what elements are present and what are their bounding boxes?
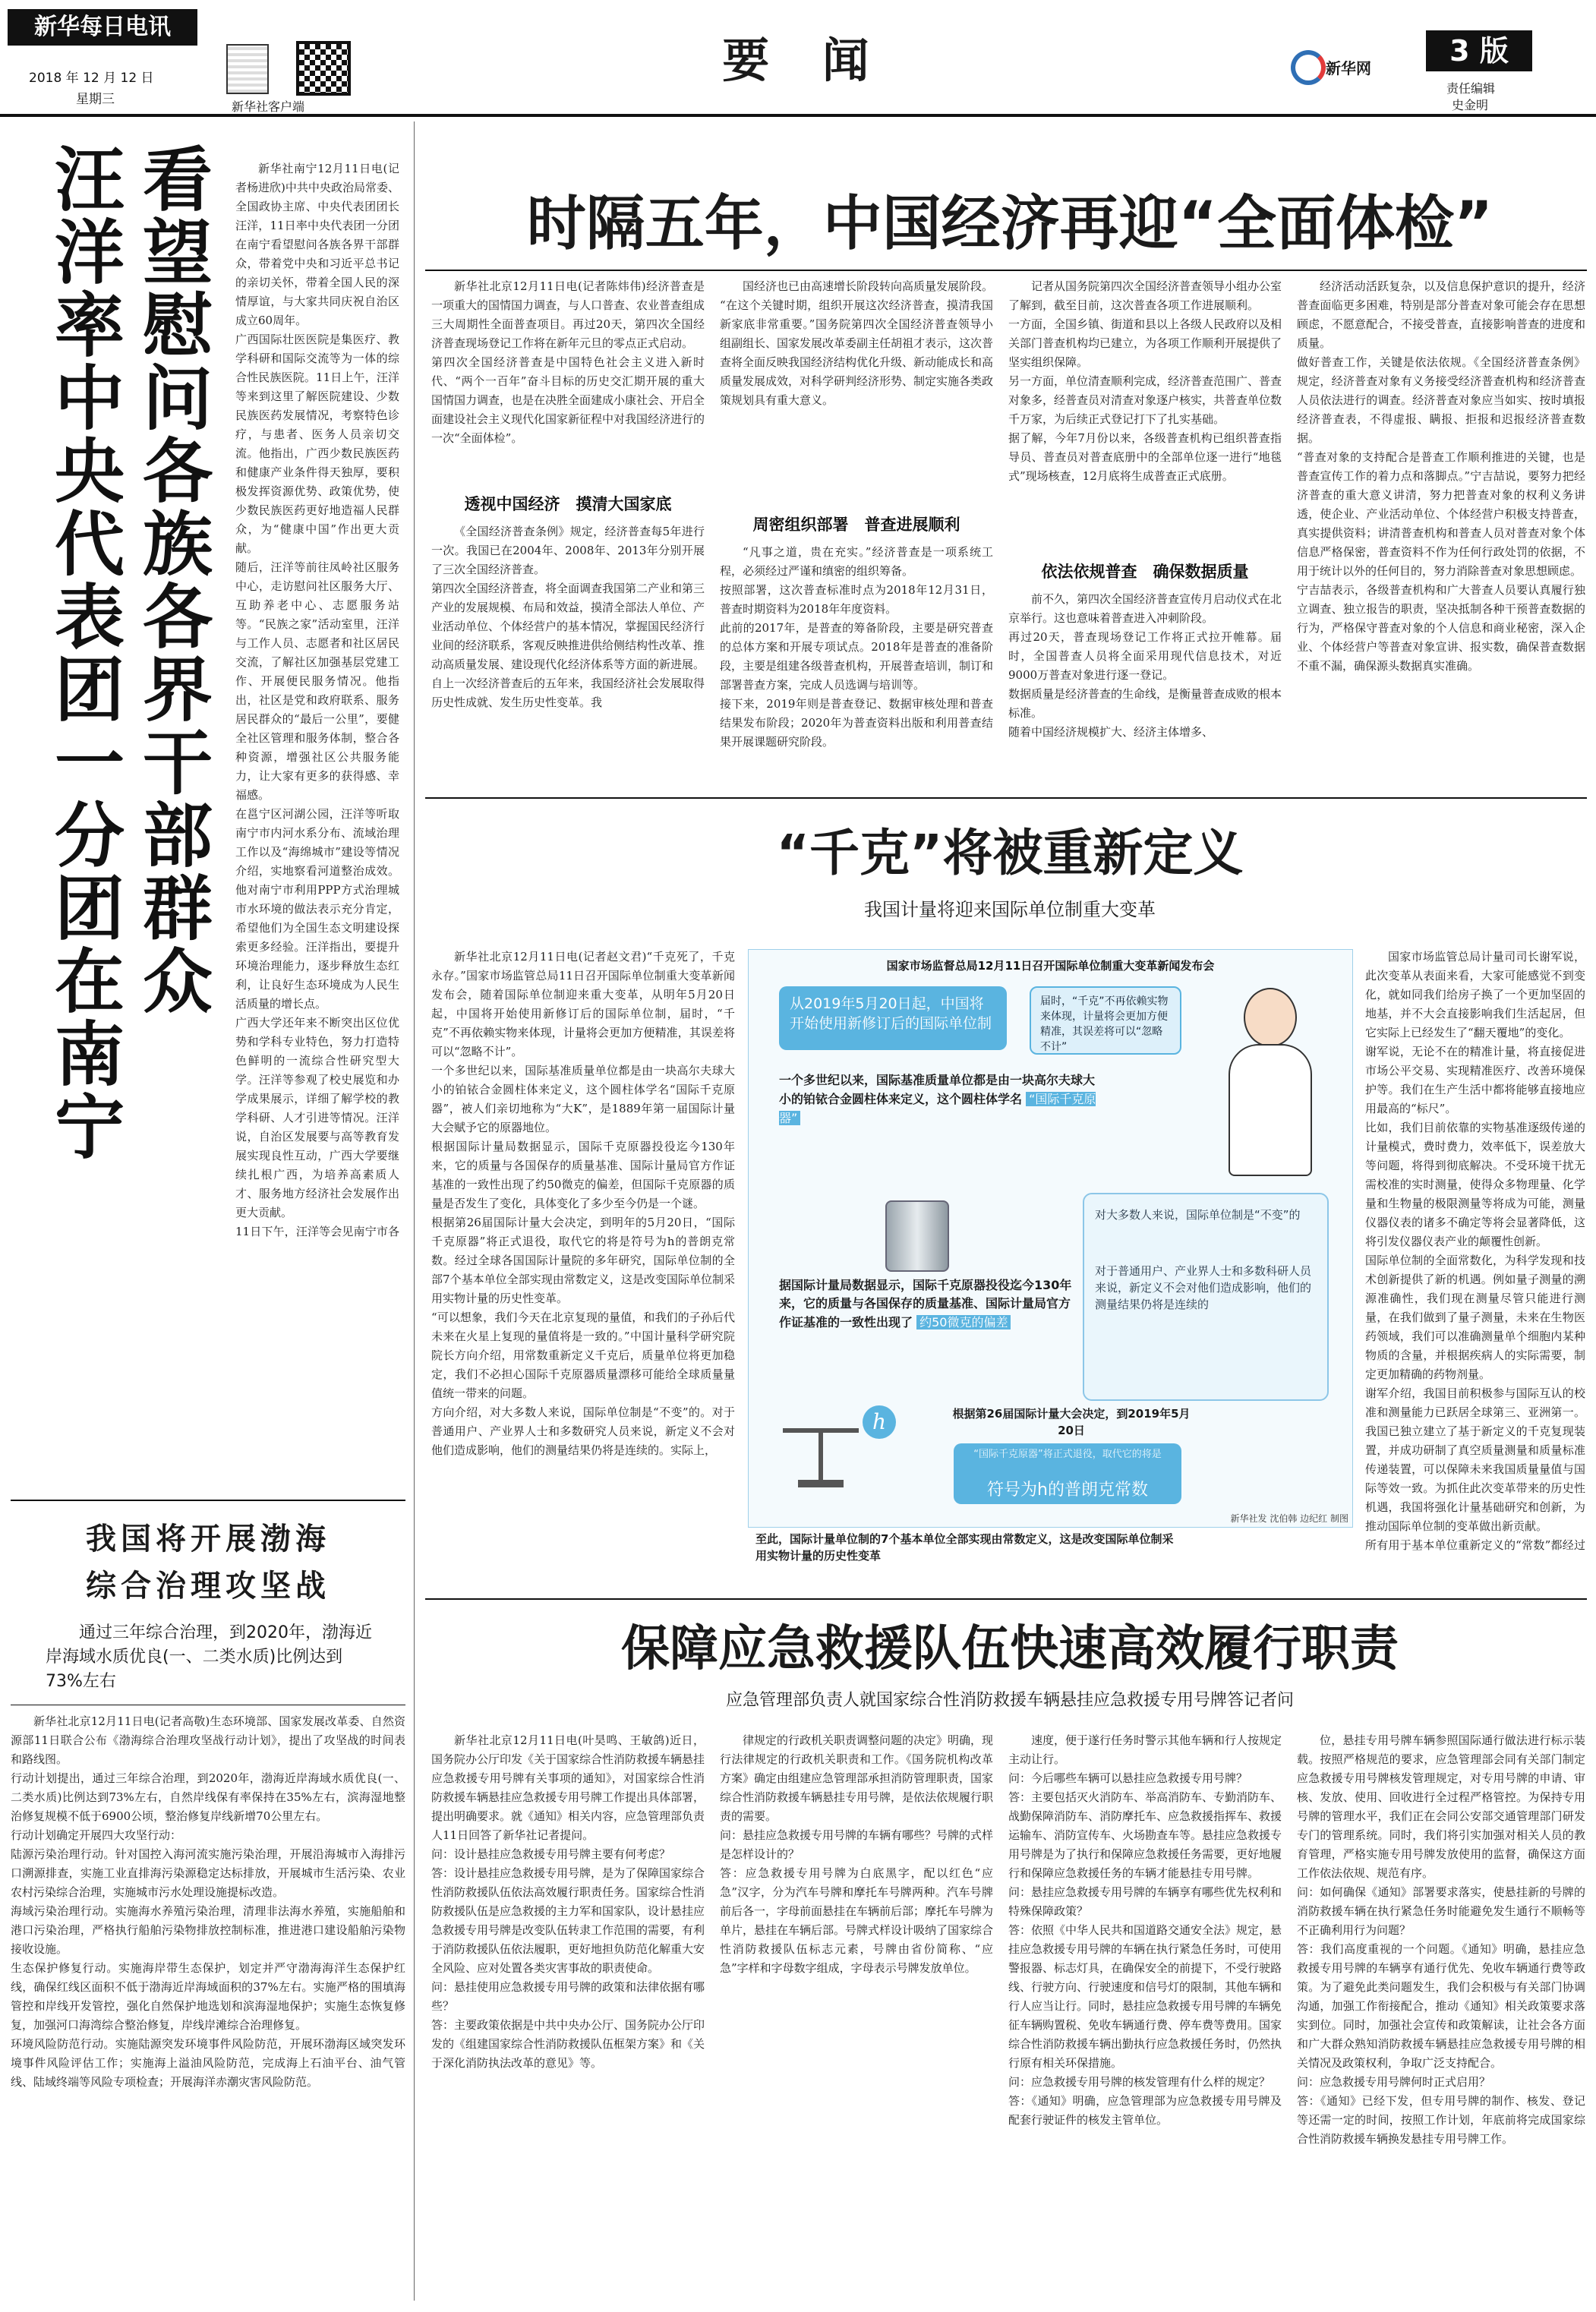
info-drift-box — [779, 1276, 1075, 1405]
economy-col1b: 《全国经济普查条例》规定，经济普查每5年进行一次。我国已在2004年、2008年、2013年分别开展了三次全国经济普查。 第四次全国经济普查，将全面调查我国第二产业和第三产业的发展规模、布局和效益，摸清全部法人单位、产业活动单位、个体经营户的基本情况，掌握国民经济行业间的经济联系，客观反映推进供给侧结构性改革、推动高质量发展、建设现代化经济体系等方面的新进展。 自上一次经济普查后的五年来，我国经济社会发展取得历史性成就、发生历史性变革。我 — [431, 525, 705, 709]
rescue-col4: 位，悬挂专用号牌车辆参照国际通行做法进行标示装载。按照严格规范的要求，应急管理部会同有关部门制定应急救援专用号牌核发管理规定，对专用号牌的申请、审核、发放、使用、回收进行全过程严格管控。为保持专用号牌的管理水平，我们正在会同公安部交通管理部门研发专门的管理系统。同时，我们将引实加强对相关人员的教育管理，严格实施专用号牌发放使用的监督，确保这方面工作依法依规、规范有序。 问：如何确保《通知》部署要求落实，使悬挂新的号牌的消防救援车辆在执行紧急任务时能避免发生通行不顺畅等不正确利用行为问题？ 答：我们高度重视的一个问题。《通知》明确，悬挂应急救援专用号牌的车辆享有通行优先、免收车辆通行费等政策。为了避免此类问题发生，我们会积极与有关部门协调沟通，加强工作衔接配合，推动《通知》相关政策要求落实到位。同时，加强社会宣传和政策解读，让社会各方面和广大群众熟知消防救援车辆悬挂应急救援专用号牌的相关情况及政策权利，争取广泛支持配合。 问：应急救援专用号牌何时正式启用？ 答：《通知》已经下发，但专用号牌的制作、核发、登记等还需一定的时间，按照工作计划，年底前将完成国家综合性消防救援车辆换发悬挂专用号牌工作。 — [1297, 1733, 1585, 2146]
kilogram-cylinder — [885, 1200, 949, 1272]
bohai-title-line1: 我国将开展渤海 — [86, 1521, 330, 1557]
rescue-col2: 律规定的行政机关职责调整问题的决定》明确，现行法律规定的行政机关职责和工作。《国务院机构改革方案》确定由组建应急管理部承担消防管理职责，国家综合性消防救援车辆悬挂专用号牌，是依法依规履行职责的需要。 问：悬挂应急救援专用号牌的车辆有哪些？号牌的式样是怎样设计的？ 答：应急救援专用号牌为白底黑字，配以红色“应急”汉字，分为汽车号牌和摩托车号牌两种。汽车号牌前后各一，字母前面悬挂在车辆前后部；摩托车号牌为单片，悬挂在车辆后部。号牌式样设计吸纳了国家综合性消防救援队伍标志元素，号牌由省份简称、“应急”字样和字母数字组成，字母表示号牌发放单位。 — [720, 1733, 993, 1975]
scientist-coat — [1229, 1044, 1312, 1176]
issue-date: 2018 年 12 月 12 日 — [29, 71, 154, 86]
rescue-title: 保障应急救援队伍快速高效履行职责 — [621, 1621, 1399, 1677]
rescue-col1: 新华社北京12月11日电(叶昊鸣、王敏鸽)近日，国务院办公厅印发《关于国家综合性消防救援车辆悬挂应急救援专用号牌有关事项的通知》，对国家综合性消防救援车辆悬挂应急救援专用号牌工作提出具体部署，提出明确要求。就《通知》相关内容，应急管理部负责人11日回答了新华社记者提问。 问：设计悬挂应急救援专用号牌主要有何考虑？ 答：设计悬挂应急救援专用号牌，是为了保障国家综合性消防救援队伍依法高效履行职责任务。国家综合性消防救援队伍是应急救援的主力军和国家队，设计悬挂应急救援专用号牌是改变队伍转隶工作范围的需要，有利于消防救援队伍依法履职，更好地担负防范化解重大安全风险、应对处置各类灾害事故的职责使命。 问：悬挂使用应急救援专用号牌的政策和法律依据有哪些？ 答：主要政策依据是中共中央办公厅、国务院办公厅印发的《组建国家综合性消防救援队伍框架方案》和《关于深化消防执法改革的意见》等。 — [431, 1733, 705, 2070]
scale-icon — [779, 1405, 863, 1497]
info-planck-box — [954, 1443, 1181, 1504]
lead-story-body: 新华社南宁12月11日电(记者杨进欣)中共中央政治局常委、全国政协主席、中央代表团团长汪洋，11日率中央代表团一分团在南宁看望慰问各族各界干部群众，带着党中央和习近平总书记的亲切关怀，带着全国人民的深情厚谊，与大家共同庆祝自治区成立60周年。 广西国际壮医医院是集医疗、教学科研和国际交流等为一体的综合性民族医院。11日上午，汪洋等来到这里了解医院建设、少数民族医药发展情况，考察特色诊疗，与患者、医务人员亲切交流。他指出，广西少数民族医药和健康产业条件得天独厚，要积极发挥资源优势、政策优势，使少数民族医药更好地造福人民群众，为“健康中国”作出更大贡献。 随后，汪洋等前往凤岭社区服务中心，走访慰问社区服务大厅、互助养老中心、志愿服务站等。“民族之家”活动室里，汪洋与工作人员、志愿者和社区居民交流，了解社区加强基层党建工作、开展便民服务情况。他指出，社区是党和政府联系、服务居民群众的“最后一公里”，要健全社区管理和服务体制，整合各种资源，增强社区公共服务能力，让大家有更多的获得感、幸福感。 在邕宁区河湖公园，汪洋等听取南宁市内河水系分布、流域治理工作以及“海绵城市”建设等情况介绍，实地察看河道整治成效。他对南宁市利用PPP方式治理城市水环境的做法表示充分肯定，希望他们为全国生态文明建设探索更多经验。汪洋指出，要提升环境治理能力，逐步释放生态红利，让良好生态环境成为人民生活质量的增长点。 广西大学还年来不断突出区位优势和学科专业特色，努力打造特色鲜明的一流综合性研究型大学。汪洋等参观了校史展览和办学成果展示，详细了解学校的教学科研、人才引进等情况。汪洋说，自治区发展要与高等教育发展实现良性互动，广西大学要继续扎根广西，为培养高素质人才、服务地方经济社会发展作出更大贡献。 11日下午，汪洋等会见南宁市各 — [235, 162, 399, 1238]
bohai-title-line2: 综合治理攻坚战 — [86, 1568, 330, 1604]
info-bullet-2: 对于普通用户、产业界人士和多数科研人员来说，新定义不会对他们造成影响，他们的测量结果仍将是连续的 — [1095, 1264, 1312, 1311]
bohai-body: 新华社北京12月11日电(记者高敬)生态环境部、国家发展改革委、自然资源部11日联合公布《渤海综合治理攻坚战行动计划》，提出了攻坚战的时间表和路线图。 行动计划提出，通过三年综合治理，到2020年，渤海近岸海域水质优良(一、二类水质)比例达到73%左右，自然岸线保有率保持在35%左右，滨海湿地整治修复规模不低于6900公顷，整治修复岸线新增70公里左右。 行动计划确定开展四大攻坚行动： 陆源污染治理行动。针对国控入海河流实施污染治理，开展沿海城市入海排污口溯源排查，实施工业直排海污染源稳定达标排放，开展城市生活污染、农业农村污染综合治理，实施城市污水处理设施提标改造。 海域污染治理行动。实施海水养殖污染治理，清理非法海水养殖，实施船舶和港口污染治理，严格执行船舶污染物排放控制标准，推进港口建设船舶污染物接收设施。 生态保护修复行动。实施海岸带生态保护，划定并严守渤海海洋生态保护红线，确保红线区面积不低于渤海近岸海域面积的37%左右。实施严格的围填海管控和岸线开发管控，强化自然保护地选划和滨海湿地保护；实施生态恢复修复，加强河口海湾综合整治修复，岸线岸滩综合治理修复。 环境风险防范行动。实施陆源突发环境事件风险防范，开展环渤海区域突发环境事件风险评估工作；实施海上溢油风险防范，完成海上石油平台、油气管线、陆域终端等风险专项检查；开展海洋赤潮灾害风险防范。 — [11, 1714, 405, 2089]
economy-bottom-rule — [425, 797, 1587, 799]
kg-infographic — [748, 949, 1353, 1528]
info-credit: 新华社发 沈伯韩 边纪红 制图 — [1230, 1513, 1348, 1524]
economy-sub2: 周密组织部署 普查进展顺利 — [752, 516, 960, 534]
economy-col3b: 前不久，第四次全国经济普查宣传月启动仪式在北京举行。这也意味着普查进入冲刺阶段。 再过20天，普查现场登记工作将正式拉开帷幕。届时，全国普查人员将全面采用现代信息技术，对近9000万普查对象进行逐一登记。 数据质量是经济普查的生命线，是衡量普查成败的根本标准。 随着中国经济规模扩大、经济主体增多、 — [1008, 592, 1282, 739]
kg-subtitle: 我国计量将迎来国际单位制重大变革 — [864, 899, 1156, 920]
logo-text: 新华网 — [1326, 59, 1371, 77]
info-history-box — [779, 1071, 1098, 1200]
kg-bottom-rule — [425, 1598, 1587, 1600]
xinhua-client-logo — [226, 44, 269, 94]
info-bottom-text: 至此，国际计量单位制的7个基本单位全部实现由常数定义，这是改变国际单位制采用实物计量的历史性变革 — [755, 1532, 1174, 1563]
info-drift-highlight: 约50微克的偏差 — [916, 1315, 1011, 1329]
lead-bottom-rule — [11, 1500, 405, 1501]
qr-code-icon[interactable] — [296, 41, 351, 96]
economy-sub3: 依法依规普查 确保数据质量 — [1041, 563, 1249, 581]
economy-col2: 国经济也已由高速增长阶段转向高质量发展阶段。 “在这个关键时期，组织开展这次经济普查，摸清我国新家底非常重要。”国务院第四次全国经济普查领导小组副组长、国家发展改革委副主任胡祖才表示，这次普查将全面反映我国经济结构优化升级、新动能成长和高质量发展成效，对科学研判经济形势、制定实施各类政策规划具有重大意义。 — [720, 279, 993, 407]
lead-title-part2: 汪洋率中央代表团一分团在南宁 — [43, 143, 125, 1163]
economy-col4: 经济活动活跃复杂，以及信息保护意识的提升，经济普查面临更多困难，特别是部分普查对象可能会存在思想顾虑，不愿意配合，不接受普查，直接影响普查的进度和质量。 做好普查工作，关键是依法依规。《全国经济普查条例》规定，经济普查对象有义务接受经济普查机构和经济普查人员依法进行的调查。经济普查对象应当如实、按时填报经济普查表，不得虚报、瞒报、拒报和迟报经济普查数据。 “普查对象的支持配合是普查工作顺利推进的关键，也是普查宣传工作的着力点和落脚点。”宁吉喆说，要努力把经济普查的重大意义讲清，努力把普查对象的权利义务讲透，使企业、产业活动单位、个体经营户积极支持普查，真实提供资料；讲清普查机构和普查人员对普查对象个体信息严格保密，普查资料不作为任何行政处罚的依据，不用于统计以外的任何目的，努力消除普查对象思想顾虑。 宁吉喆表示，各级普查机构和广大普查人员要认真履行独立调查、独立报告的职责，坚决抵制各种干预普查数据的行为，严格保守普查对象的个人信息和商业秘密，深入企业、个体经营户等普查对象宣讲、报实数，确保普查数据不重不漏，确保源头数据真实准确。 — [1297, 279, 1585, 673]
xinhua-net-logo — [1291, 47, 1373, 93]
issue-weekday: 星期三 — [76, 92, 115, 107]
info-history-text: 一个多世纪以来，国际基准质量单位都是由一块高尔夫球大小的铂铱合金圆柱体来定义，这个圆柱体学名 — [779, 1073, 1096, 1106]
lead-title-part1: 看望慰问各族各界干部群众 — [131, 143, 213, 1017]
rescue-subtitle: 应急管理部负责人就国家综合性消防救援车辆悬挂应急救援专用号牌答记者问 — [725, 1691, 1294, 1710]
info-retire-text: “国际千克原器”将正式退役，取代它的将是 — [973, 1449, 1162, 1460]
info-bullets-box — [1083, 1193, 1329, 1401]
kg-col2: 国家市场监管总局计量司司长谢军说，此次变革从表面来看，大家可能感觉不到变化，就如同我们给房子换了一个更加坚固的地基，并不大会直接影响我们生活起居，但它实际上已经发生了“翻天覆地”的变化。 谢军说，无论不在的精准计量，将直接促进市场公平交易、实现精准医疗、改善环境保护等。我们在生产生活中都将能够直接地应用最高的“标尺”。 比如，我们目前依靠的实物基准逐级传递的计量模式，费时费力，效率低下，误差放大等问题，将得到彻底解决。不受环境干扰无需校准的实时测量，使得众多物理量、化学量和生物量的极限测量等将成为可能，测量仪器仪表的诸多不确定等将会显著降低，这将引发仪器仪表产业的颠覆性创新。 国际单位制的全面常数化，为科学发现和技术创新提供了新的机遇。例如量子测量的溯源准确性，我们现在测量尽管只能进行测量，在我们做到了量子测量，未来在生物医药领域，我们可以准确测量单个细胞内某种物质的含量，并根据疾病人的实际需要，制定更加精确的药物剂量。 谢军介绍，我国目前积极参与国际互认的校准和测量能力已跃居全球第三、亚洲第一。我国已独立建立了基于新定义的千克复现装置，并成功研制了真空质量测量和质量标准传递装置，可以保障未来我国质量量值与国际等效一致。为抓住此次变革带来的历史性机遇，我国将强化计量基础研究和创新，为推动国际单位制的变革做出新贡献。 所有用于基本单位重新定义的“常数”都经过 — [1365, 950, 1585, 1552]
h-symbol-badge: h — [863, 1405, 896, 1439]
rescue-col3: 速度，便于遂行任务时警示其他车辆和行人按规定主动让行。 问：今后哪些车辆可以悬挂应急救援专用号牌？ 答：主要包括灭火消防车、举高消防车、专勤消防车、战勤保障消防车、消防摩托车、应急救援指挥车、救援运输车、消防宣传车、火场勘查车等。悬挂应急救援专用号牌是为了执行和保障应急救援任务需要，更好地履行和保障应急救援任务的车辆才能悬挂专用号牌。 问：悬挂应急救援专用号牌的车辆享有哪些优先权利和特殊保障政策？ 答：依照《中华人民共和国道路交通安全法》规定，悬挂应急救援专用号牌的车辆在执行紧急任务时，可使用警报器、标志灯具，在确保安全的前提下，不受行驶路线、行驶方向、行驶速度和信号灯的限制，其他车辆和行人应当让行。同时，悬挂应急救援专用号牌的车辆免征车辆购置税、免收车辆通行费、停车费等费用。国家综合性消防救援车辆出勤执行应急救援任务时，仍然执行原有相关环保措施。 问：应急救援专用号牌的核发管理有什么样的规定？ 答：《通知》明确，应急管理部为应急救援专用号牌及配套行驶证件的核发主管单位。 — [1008, 1733, 1282, 2127]
masthead — [0, 0, 1596, 114]
masthead-rule — [0, 114, 1596, 117]
info-header: 国家市场监督总局12月11日召开国际单位制重大变革新闻发布会 — [886, 959, 1215, 973]
economy-col1: 新华社北京12月11日电(记者陈炜伟)经济普查是一项重大的国情国力调查，与人口普查、农业普查组成三大周期性全面普查项目。再过20天，第四次全国经济普查现场登记工作将在新年元旦的零点正式启动。 第四次全国经济普查是中国特色社会主义进入新时代、“两个一百年”奋斗目标的历史交汇期开展的重大国情国力调查，也是在决胜全面建成小康社会、开启全面建设社会主义现代化国家新征程中对我国经济进行的一次“全面体检”。 — [431, 279, 705, 445]
client-label: 新华社客户端 — [232, 99, 305, 114]
scale-post — [819, 1428, 823, 1481]
economy-sub1: 透视中国经济 摸清大国家底 — [464, 495, 672, 513]
scale-base — [798, 1480, 844, 1487]
info-planck-text: 符号为h的普朗克常数 — [987, 1481, 1148, 1500]
scientist-figure — [1212, 980, 1326, 1178]
editor-name: 史金明 — [1452, 98, 1489, 112]
bohai-deck: 通过三年综合治理，到2020年，渤海近岸海域水质优良(一、二类水质)比例达到73%左右 — [46, 1623, 372, 1691]
info-date-banner: 从2019年5月20日起，中国将开始使用新修订后的国际单位制 — [779, 986, 1007, 1050]
info-decision-text: 根据第26届国际计量大会决定，到2019年5月20日 — [952, 1407, 1191, 1437]
scientist-head — [1244, 988, 1297, 1047]
info-history-highlight: “国际千克原器” — [779, 1092, 1096, 1125]
info-drift-text: 据国际计量局数据显示，国际千克原器投役迄今130年来，它的质量与各国保存的质量基准、国际计量局官方作证基准的一致性出现了 — [779, 1278, 1072, 1329]
kg-col1: 新华社北京12月11日电(记者赵文君)“千克死了，千克永存。”国家市场监管总局11日召开国际单位制重大变革新闻发布会，随着国际单位制迎来重大变革，从明年5月20日起，中国将开始使用新修订后的国际单位制，届时，“千克”不再依赖实物来体现，计量将会更加方便精准，其误差将可以“忽略不计”。 一个多世纪以来，国际基准质量单位都是由一块高尔夫球大小的铂铱合金圆柱体来定义，这个圆柱体学名“国际千克原器”，被人们亲切地称为“大K”，是1889年第一届国际计量大会赋予它的原器地位。 根据国际计量局数据显示，国际千克原器投役迄今130年来，它的质量与各国保存的质量基准、国际计量局官方作证基准的一致性出现了约50微克的偏差，但国际千克原器的质量是否发生了变化，具体变化了多少至今仍是一个谜。 根据第26届国际计量大会决定，到明年的5月20日，“国际千克原器”将正式退役，取代它的将是符号为h的普朗克常数。经过全球各国国际计量院的多年研究，国际单位制的全部7个基本单位全部实现由常数定义，这是改变国际单位制采用实物计量的历史性变革。 “可以想象，我们今天在北京复现的量值，和我们的子孙后代未来在火星上复现的量值将是一致的。”中国计量科学研究院院长方向介绍，用常数重新定义千克后，质量单位将更加稳定，我们不必担心国际千克原器质量漂移可能给全球质量量值统一带来的问题。 方向介绍，对大多数人来说，国际单位制是“不变”的。对于普通用户、产业界人士和多数研究人员来说，新定义不会对他们造成影响，他们的测量结果仍将是连续的。实际上， — [431, 950, 735, 1457]
logo-swoosh — [1291, 50, 1326, 85]
info-then-text: 届时，“千克”不再依赖实物来体现，计量将会更加方便精准，其误差将可以“忽略不计” — [1030, 986, 1181, 1055]
editor-label: 责任编辑 — [1446, 81, 1496, 96]
kg-title: “千克”将被重新定义 — [776, 824, 1244, 882]
economy-col2b: “凡事之道，贵在充实。”经济普查是一项系统工程，必须经过严谨和缜密的组织筹备。 按照部署，这次普查标准时点为2018年12月31日，普查时期资料为2018年年度资料。 此前的2017年，是普查的筹备阶段，主要是研究普查的总体方案和开展专项试点。2018年是普查的准备阶段，主要是组建各级普查机构，开展普查培训，制订和部署普查方案，完成人员选调与培训等。 接下来，2019年则是普查登记、数据审核处理和普查结果发布阶段；2020年为普查资料出版和利用普查结果开展课题研究阶段。 — [720, 545, 993, 749]
info-bullet-1: 对大多数人来说，国际单位制是“不变”的 — [1095, 1208, 1301, 1222]
section-title: 要 闻 — [722, 33, 888, 88]
page-number: 3 版 — [1426, 30, 1532, 71]
paper-name: 新华每日电讯 — [8, 9, 197, 46]
economy-col3: 记者从国务院第四次全国经济普查领导小组办公室了解到，截至目前，这次普查各项工作进展顺利。 一方面，全国乡镇、街道和县以上各级人民政府以及相关部门普查机构均已建立，为各项工作顺利开展提供了坚实组织保障。 另一方面，单位清查顺利完成，经济普查范围广、普查对象多，经普查员对清查对象逐户核实，共普查单位数千万家，为后续正式登记打下了扎实基础。 据了解，今年7月份以来，各级普查机构已组织普查指导员、普查员对普查底册中的全部单位逐一进行“地毯式”现场核查，12月底将生成普查正式底册。 — [1008, 279, 1282, 483]
economy-title: 时隔五年，中国经济再迎“全面体检” — [526, 190, 1493, 258]
column-separator — [414, 121, 415, 2301]
economy-title-rule — [425, 270, 1587, 271]
